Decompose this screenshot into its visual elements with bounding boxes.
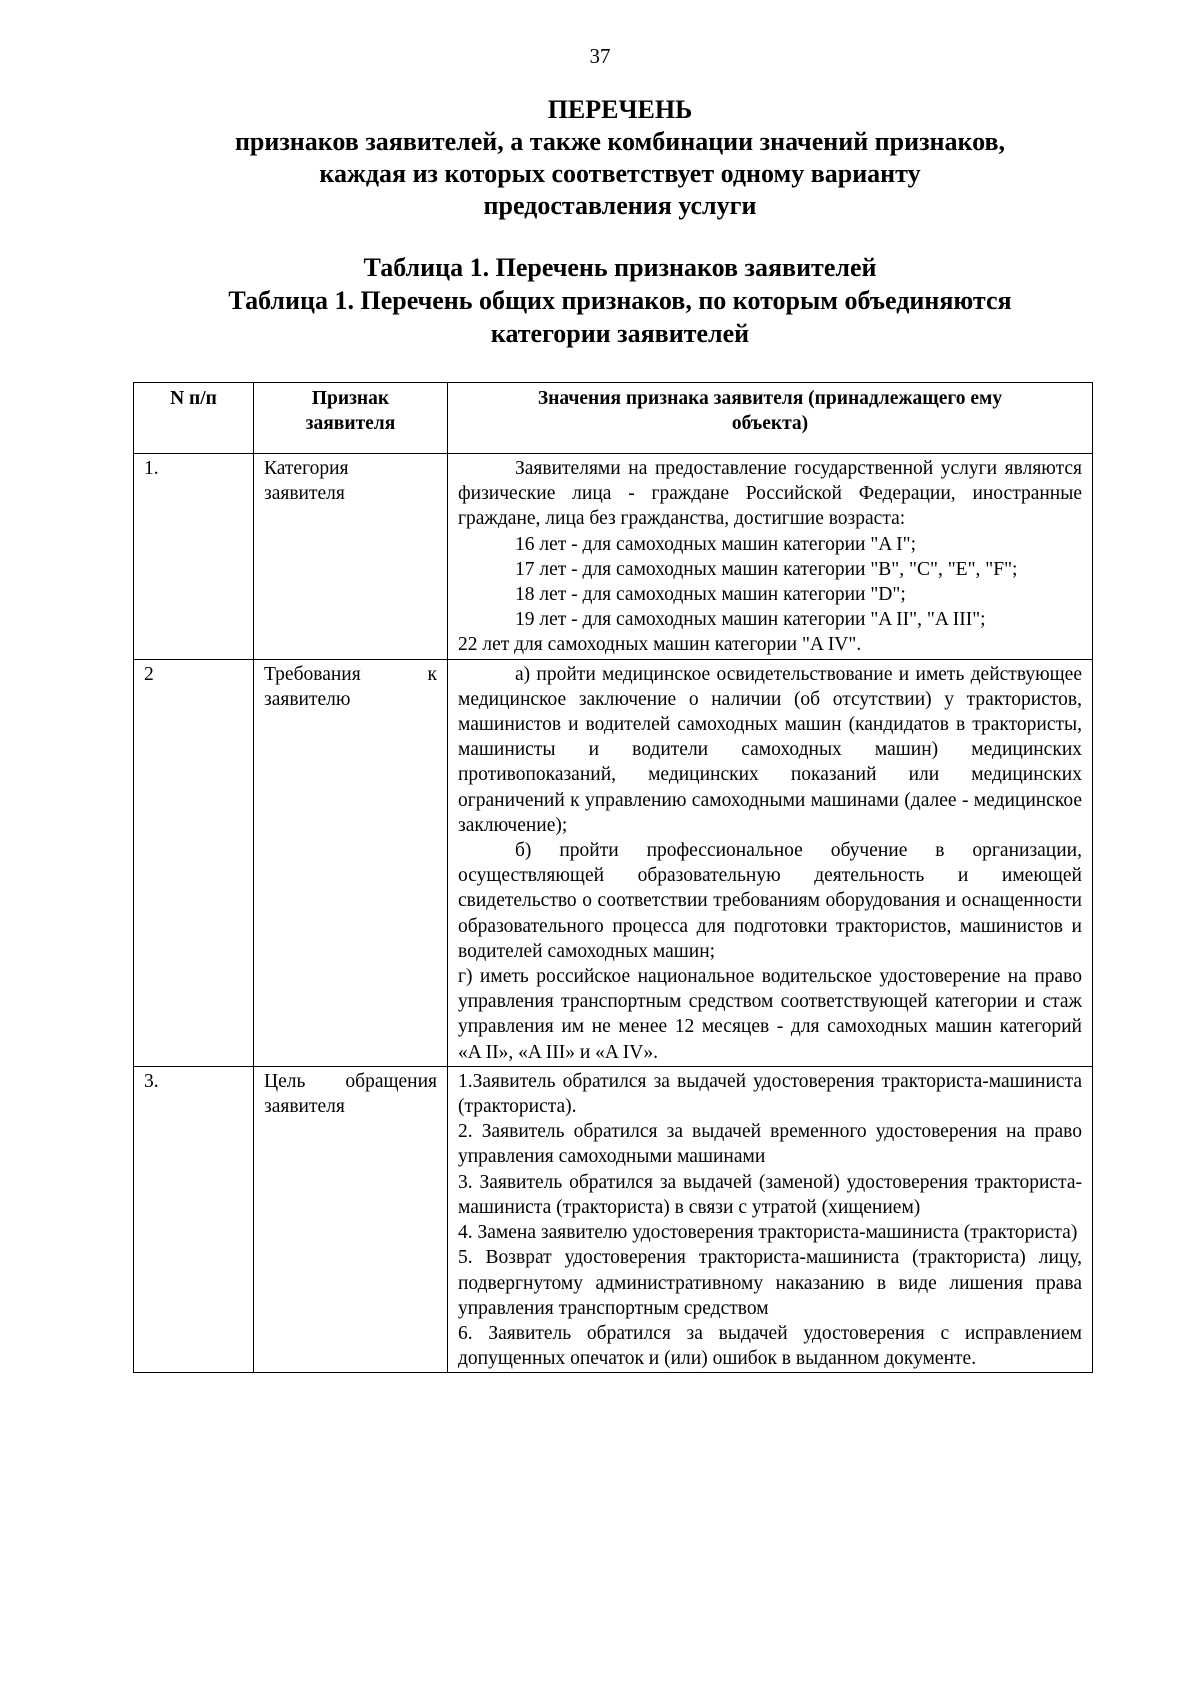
value-paragraph: г) иметь российское национальное водительское удостоверение на право управления транспортным средством соответствующей категории и стаж управления им не менее 12 месяцев - для самоходных машин категорий «A II», «A III» и «A IV». (458, 966, 1082, 1063)
heading-line-4: предоставления услуги (483, 191, 757, 220)
row-attribute-line-2: заявителя (264, 483, 345, 505)
value-paragraph: 6. Заявитель обратился за выдачей удостоверения с исправлением допущенных опечаток и (или) ошибок в выданном документе. (458, 1322, 1082, 1370)
row-attribute (254, 1066, 448, 1372)
row-attribute (254, 454, 448, 660)
row-attribute-line-1: Требования к (264, 663, 437, 685)
row-attribute-line-2: заявителю (264, 688, 351, 710)
row-number: 1. (134, 454, 254, 660)
table-title-2-line-2: категории заявителей (490, 319, 750, 348)
table-titles (130, 251, 1110, 350)
document-heading (130, 94, 1110, 222)
row-attribute (254, 659, 448, 1066)
header-value (448, 383, 1093, 454)
row-values (448, 659, 1093, 1066)
heading-line-3: каждая из которых соответствует одному варианту (319, 159, 921, 188)
value-paragraph: 3. Заявитель обратился за выдачей (заменой) удостоверения тракториста-машиниста (тракториста) в связи с утратой (хищением) (458, 1171, 1082, 1218)
header-attr-line-2: заявителя (305, 413, 396, 434)
value-paragraph: а) пройти медицинское освидетельствование и иметь действующее медицинское заключение о наличии (об отсутствии) у трактористов, машинистов и водителей самоходных машин (кандидатов в трактористы, машинисты и водители самоходных машин) медицинских противопоказаний, медицинских показаний или медицинских ограничений к управлению самоходными машинами (далее - медицинское заключение); (458, 663, 1082, 836)
header-num-label: N п/п (170, 388, 217, 409)
table-title-1: Таблица 1. Перечень признаков заявителей (363, 253, 877, 282)
row-attribute-line-2: заявителя (264, 1096, 345, 1118)
heading-line-1: ПЕРЕЧЕНЬ (547, 95, 693, 124)
value-paragraph: 17 лет - для самоходных машин категории "B", "C", "E", "F"; (515, 558, 1018, 580)
row-attribute-line-1: Цель обращения (264, 1070, 437, 1092)
header-attr-line-1: Признак (311, 388, 390, 409)
row-number: 2 (134, 659, 254, 1066)
value-paragraph: 16 лет - для самоходных машин категории "A I"; (515, 533, 917, 555)
page-number: 37 (589, 44, 611, 68)
value-paragraph: 4. Замена заявителю удостоверения тракториста-машиниста (тракториста) (458, 1222, 1078, 1244)
value-paragraph: 2. Заявитель обратился за выдачей временного удостоверения на право управления самоходными машинами (458, 1121, 1082, 1168)
row-values (448, 454, 1093, 660)
table-header-row (134, 383, 1093, 454)
table-title-2-line-1: Таблица 1. Перечень общих признаков, по которым объединяются (228, 286, 1012, 315)
applicant-attributes-table (133, 382, 1093, 1373)
row-attribute-line-1: Категория (264, 458, 349, 479)
value-paragraph: 19 лет - для самоходных машин категории "A II", "A III"; (515, 609, 986, 631)
row-values (448, 1066, 1093, 1372)
table-row (134, 659, 1093, 1066)
header-value-line-2: объекта) (731, 413, 809, 434)
header-value-line-1: Значения признака заявителя (принадлежащего ему (537, 388, 1003, 409)
header-num (134, 383, 254, 454)
table-row (134, 454, 1093, 660)
heading-line-2: признаков заявителей, а также комбинации значений признаков, (234, 127, 1006, 156)
value-paragraph: 18 лет - для самоходных машин категории "D"; (515, 584, 906, 606)
value-paragraph: б) пройти профессиональное обучение в организации, осуществляющей образовательную деятельность и имеющей свидетельство о соответствии требованиям оборудования и оснащенности образовательного процесса для подготовки трактористов, машинистов и водителей самоходных машин; (458, 840, 1082, 962)
value-paragraph: 1.Заявитель обратился за выдачей удостоверения тракториста-машиниста (тракториста). (458, 1070, 1082, 1118)
value-paragraph: 22 лет для самоходных машин категории "A IV". (458, 634, 862, 656)
table-row (134, 1066, 1093, 1372)
value-paragraph: 5. Возврат удостоверения тракториста-машиниста (тракториста) лицу, подвергнутому административному наказанию в виде лишения права управления транспортным средством (458, 1247, 1082, 1319)
value-paragraph: Заявителями на предоставление государственной услуги являются физические лица - граждане Российской Федерации, иностранные граждане, лица без гражданства, достигшие возраста: (458, 458, 1082, 530)
header-attr (254, 383, 448, 454)
row-number: 3. (134, 1066, 254, 1372)
